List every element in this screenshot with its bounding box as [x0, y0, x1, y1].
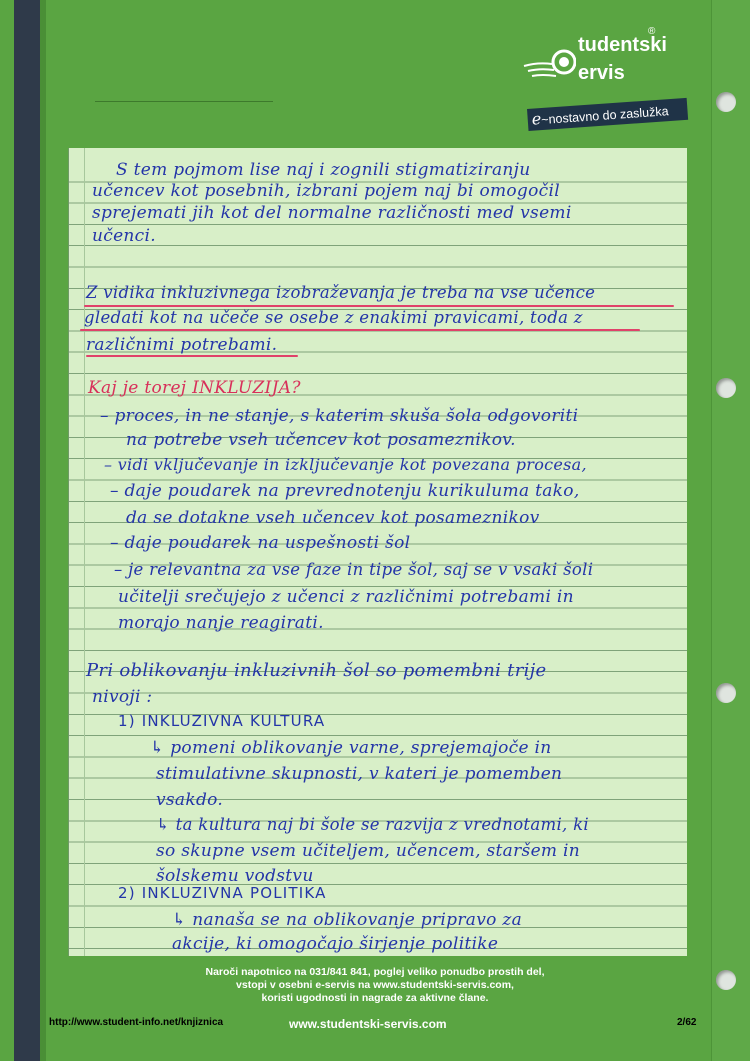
note-line: Pri oblikovanju inkluzivnih šol so pomembni trije [86, 660, 547, 681]
binding-spine [14, 0, 40, 1061]
binding-edge [40, 0, 46, 1061]
punch-hole [716, 378, 736, 398]
note-line: so skupne vsem učiteljem, učencem, staršem in [156, 841, 581, 861]
footer-advert [140, 966, 610, 1005]
punch-hole [716, 683, 736, 703]
note-line: ↳ nanaša se na oblikovanje pripravo za [172, 910, 523, 930]
note-line: šolskemu vodstvu [156, 866, 314, 886]
tagline-text: ~nostavno do zaslužka [540, 104, 669, 128]
note-line: sprejemati jih kot del normalne različnosti med vsemi [92, 203, 572, 223]
note-line: ↳ pomeni oblikovanje varne, sprejemajoče in [150, 738, 552, 758]
punch-hole [716, 92, 736, 112]
page-right-edge [711, 0, 750, 1061]
tagline-banner [527, 98, 688, 131]
note-line: ↳ ta kultura naj bi šole se razvija z vrednotami, ki [156, 815, 589, 834]
footer-website-link[interactable]: www.studentski-servis.com [289, 1017, 447, 1031]
note-line: različnimi potrebami. [86, 335, 278, 355]
note-line: – daje poudarek na uspešnosti šol [110, 533, 411, 553]
logo-text-line1: tudentski [578, 34, 667, 56]
note-line: učenci. [92, 226, 156, 246]
punch-hole [716, 970, 736, 990]
section-heading: Kaj je torej INKLUZIJA? [88, 378, 301, 398]
note-line: stimulativne skupnosti, v kateri je pomemben [156, 764, 563, 784]
note-line: morajo nanje reagirati. [118, 613, 324, 633]
note-line: vsakdo. [156, 790, 224, 810]
note-line: akcije, ki omogočajo širjenje politike [172, 934, 499, 954]
note-line: – daje poudarek na prevrednotenju kurikuluma tako, [110, 481, 580, 501]
subsection-heading: 2) INKLUZIVNA POLITIKA [118, 884, 327, 902]
studentski-servis-logo [520, 26, 670, 90]
name-field-line [95, 101, 273, 102]
logo-text-line2: ervis [578, 62, 625, 84]
note-line: – proces, in ne stanje, s katerim skuša šola odgovoriti [100, 406, 579, 426]
note-line: – je relevantna za vse faze in tipe šol, saj se v vsaki šoli [114, 560, 594, 579]
footer-advert-line: Naroči napotnico na 031/841 841, poglej veliko ponudbo prostih del, [205, 966, 545, 978]
page-number: 2/62 [677, 1017, 697, 1028]
footer-advert-line: koristi ugodnosti in nagrade za aktivne člane. [261, 992, 489, 1004]
note-line: Z vidika inkluzivnega izobraževanja je treba na vse učence [86, 283, 596, 302]
note-line: učitelji srečujejo z učenci z različnimi potrebami in [118, 587, 574, 607]
registered-mark: ® [648, 26, 656, 37]
note-line: učencev kot posebnih, izbrani pojem naj bi omogočil [92, 181, 560, 201]
lined-paper [68, 148, 687, 956]
tagline-e: e [531, 109, 542, 129]
note-line: nivoji : [92, 687, 153, 707]
source-url-link[interactable]: http://www.student-info.net/knjiznica [49, 1017, 224, 1028]
logo-swirl-icon [520, 40, 576, 84]
paper-margin-line [84, 148, 85, 956]
note-line: – vidi vključevanje in izključevanje kot povezana procesa, [104, 455, 587, 474]
note-line: gledati kot na učeče se osebe z enakimi pravicami, toda z [84, 308, 583, 327]
footer-advert-line: vstopi v osebni e-servis na www.studentski-servis.com, [236, 979, 514, 991]
note-line: da se dotakne vseh učencev kot posameznikov [126, 508, 540, 528]
subsection-heading: 1) INKLUZIVNA KULTURA [118, 712, 326, 730]
note-line: na potrebe vseh učencev kot posameznikov. [126, 430, 516, 450]
note-line: S tem pojmom lise naj i zognili stigmatiziranju [116, 160, 531, 180]
